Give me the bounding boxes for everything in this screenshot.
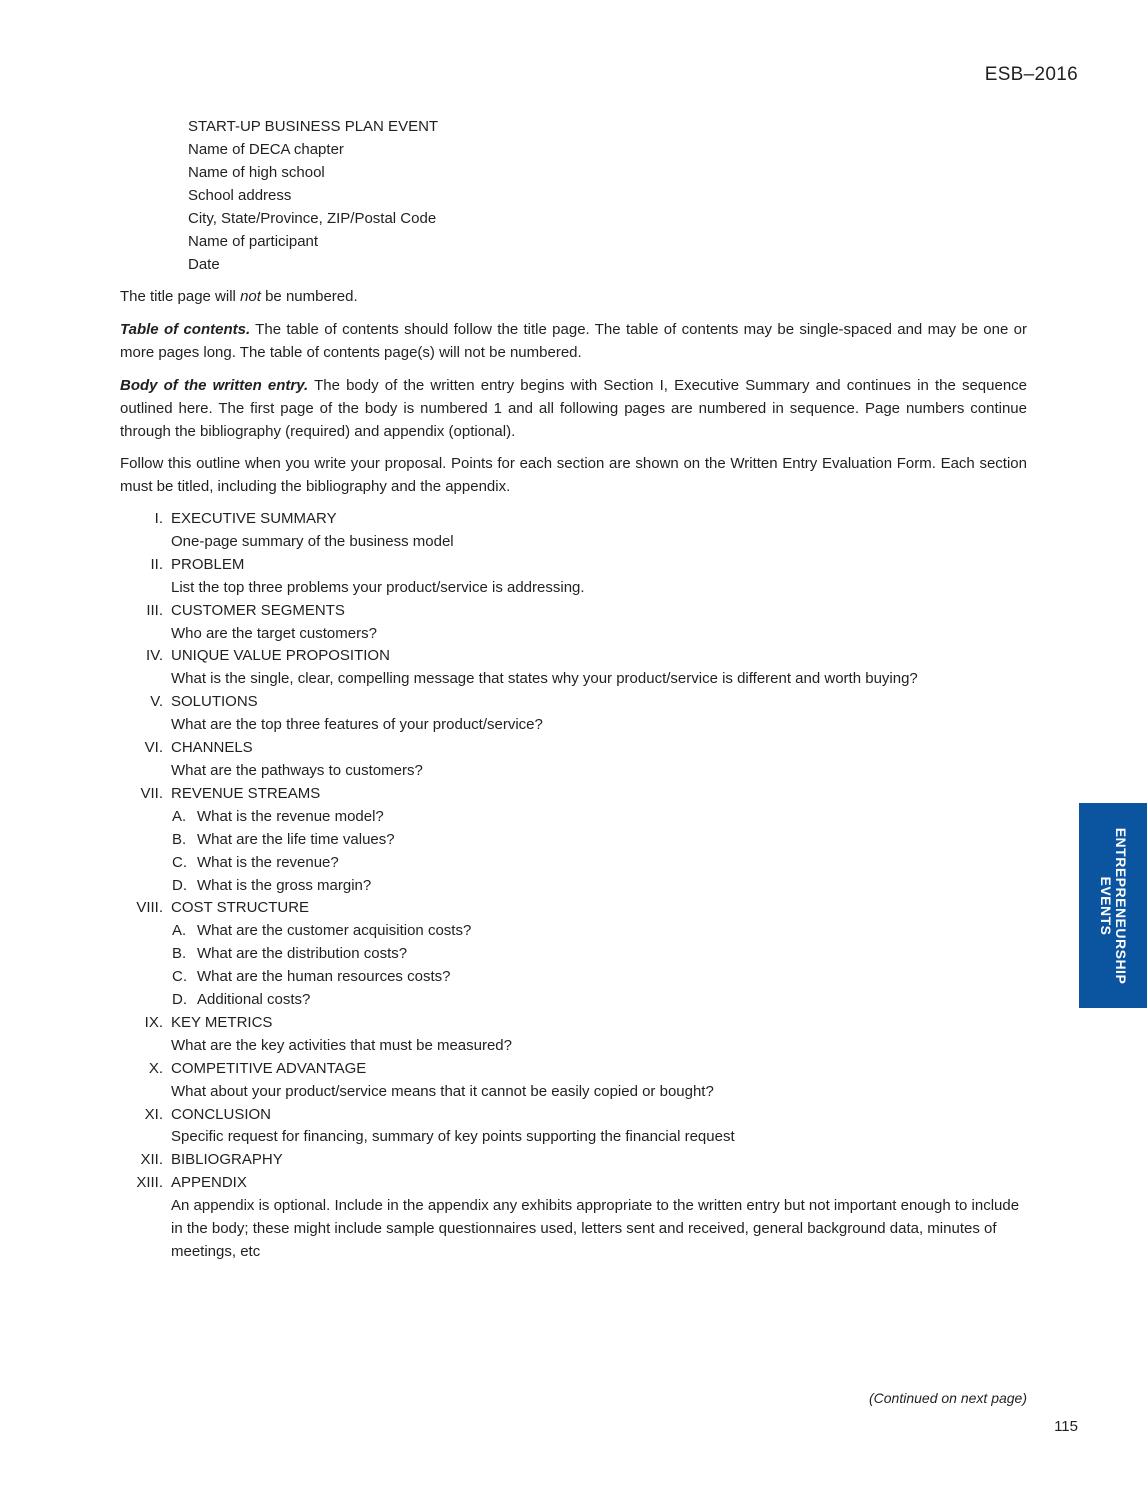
section-description: Who are the target customers? [171, 624, 377, 642]
section-numeral: III. [146, 601, 163, 619]
title-line: Name of participant [188, 233, 319, 250]
sub-item-text: What are the life time values? [197, 830, 395, 848]
sub-item-text: What is the revenue model? [197, 807, 384, 825]
section-numeral: I. [154, 510, 163, 527]
sub-item-letter: D. [172, 876, 187, 894]
section-description: One-page summary of the business model [171, 532, 454, 550]
outline-heading [120, 1058, 1027, 1081]
sub-item [120, 943, 1027, 966]
sub-item-text: What are the human resources costs? [197, 968, 451, 986]
section-title: SOLUTIONS [171, 693, 258, 711]
section-description: An appendix is optional. Include in the appendix any exhibits appropriate to the written entry but not important enough to include in the body; these might include sample questionnaires used, letters sent and received, general background data, minutes of meetings, etc [171, 1197, 1020, 1260]
sub-item-text: What is the gross margin? [197, 876, 372, 894]
section-title: UNIQUE VALUE PROPOSITION [171, 647, 390, 665]
title-line: School address [188, 187, 292, 204]
title-line: Date [188, 256, 220, 273]
sub-item [120, 989, 1027, 1012]
section-numeral: VII. [140, 784, 163, 802]
outline-section [120, 554, 1027, 600]
sub-item [120, 806, 1027, 829]
outline-section [120, 645, 1027, 691]
outline-section [120, 1172, 1027, 1264]
follow-outline-paragraph: Follow this outline when you write your proposal. Points for each section are shown on the Written Entry Evaluation Form. Each section must be titled, including the bibliography and the appendix. [120, 455, 1027, 495]
sub-item-text: Additional costs? [197, 991, 311, 1009]
outline-section [120, 508, 1027, 554]
document-code: ESB–2016 [984, 64, 1078, 85]
outline-section [120, 1058, 1027, 1104]
section-numeral: XII. [140, 1151, 163, 1169]
title-line: START-UP BUSINESS PLAN EVENT [188, 118, 439, 135]
outline-section [120, 783, 1027, 898]
sub-item-letter: D. [172, 991, 187, 1009]
section-numeral: IV. [146, 647, 163, 665]
section-numeral: II. [150, 555, 163, 573]
title-line: Name of high school [188, 164, 325, 181]
section-title: COMPETITIVE ADVANTAGE [171, 1059, 367, 1077]
text: be numbered. [260, 288, 358, 305]
section-tab-label [1098, 827, 1128, 984]
outline-section [120, 691, 1027, 737]
section-tab-line: EVENTS [1098, 875, 1114, 935]
outline-heading [120, 737, 1027, 760]
sub-item-letter: A. [172, 922, 187, 940]
section-numeral: VI. [144, 739, 163, 757]
sub-item [120, 875, 1027, 898]
sub-item-text: What are the distribution costs? [197, 945, 408, 963]
section-numeral: VIII. [136, 899, 163, 917]
outline-list [120, 508, 1027, 1264]
section-title: REVENUE STREAMS [171, 784, 321, 802]
body-entry-heading: Body of the written entry. [120, 377, 309, 394]
outline-heading [120, 508, 1027, 531]
outline-section [120, 1104, 1027, 1150]
outline-section [120, 1012, 1027, 1058]
section-title: KEY METRICS [171, 1013, 273, 1031]
section-tab-line: ENTREPRENEURSHIP [1113, 827, 1129, 984]
outline-section [120, 897, 1027, 1012]
title-page-format [188, 115, 438, 276]
section-description: What are the top three features of your product/service? [171, 716, 543, 734]
title-note-paragraph [120, 285, 1027, 308]
outline-section [120, 737, 1027, 783]
sub-item [120, 829, 1027, 852]
sub-item-text: What is the revenue? [197, 853, 339, 871]
section-numeral: IX. [144, 1013, 163, 1031]
outline-heading [120, 897, 1027, 920]
body-entry-paragraph [120, 374, 1027, 443]
section-description: What are the pathways to customers? [171, 761, 423, 779]
outline-section [120, 1149, 1027, 1172]
section-title: CUSTOMER SEGMENTS [171, 601, 345, 619]
section-title: BIBLIOGRAPHY [171, 1151, 283, 1169]
outline-heading [120, 1012, 1027, 1035]
section-description: What are the key activities that must be measured? [171, 1036, 512, 1054]
body-entry-text: The body of the written entry begins with Section I, Executive Summary and continues in the sequence outlined here. The first page of the body is numbered 1 and all following pages are numbered in sequence. Page numbers continue through the bibliography (required) and appendix (optional). [120, 377, 1027, 440]
title-line: Name of DECA chapter [188, 141, 344, 158]
section-description: What about your product/service means that it cannot be easily copied or bought? [171, 1082, 714, 1100]
section-title: CHANNELS [171, 739, 253, 757]
title-line: City, State/Province, ZIP/Postal Code [188, 210, 437, 227]
section-title: APPENDIX [171, 1174, 247, 1192]
section-description: Specific request for financing, summary of key points supporting the financial request [171, 1128, 735, 1146]
sub-item-letter: C. [172, 968, 187, 986]
section-description: What is the single, clear, compelling message that states why your product/service is different and worth buying? [171, 670, 918, 688]
sub-item [120, 852, 1027, 875]
sub-item-letter: B. [172, 945, 187, 963]
outline-heading [120, 691, 1027, 714]
outline-heading [120, 1149, 1027, 1172]
continued-note: (Continued on next page) [869, 1390, 1027, 1406]
section-title: CONCLUSION [171, 1105, 272, 1123]
outline-heading [120, 554, 1027, 577]
section-numeral: XIII. [136, 1174, 163, 1192]
outline-heading [120, 1172, 1027, 1195]
outline-section [120, 600, 1027, 646]
section-tab [1079, 803, 1147, 1008]
outline-heading [120, 783, 1027, 806]
section-title: EXECUTIVE SUMMARY [171, 510, 337, 527]
section-title: PROBLEM [171, 555, 245, 573]
sub-item-letter: A. [172, 807, 187, 825]
sub-item-letter: C. [172, 853, 187, 871]
sub-item-text: What are the customer acquisition costs? [197, 922, 472, 940]
page-number: 115 [1054, 1418, 1078, 1435]
outline-heading [120, 1104, 1027, 1127]
sub-item-letter: B. [172, 830, 187, 848]
section-numeral: X. [148, 1059, 163, 1077]
sub-item [120, 920, 1027, 943]
outline-heading [120, 600, 1027, 623]
text: The title page will [120, 288, 241, 305]
toc-heading: Table of contents. [120, 321, 251, 338]
toc-text: The table of contents should follow the title page. The table of contents may be single-spaced and may be one or more pages long. The table of contents page(s) will not be numbered. [120, 321, 1027, 361]
section-title: COST STRUCTURE [171, 899, 310, 917]
outline-heading [120, 645, 1027, 668]
sub-item [120, 966, 1027, 989]
emphasis: not [240, 288, 261, 305]
section-description: List the top three problems your product/service is addressing. [171, 578, 585, 596]
section-numeral: V. [150, 693, 163, 711]
toc-paragraph [120, 318, 1027, 364]
section-numeral: XI. [144, 1105, 163, 1123]
